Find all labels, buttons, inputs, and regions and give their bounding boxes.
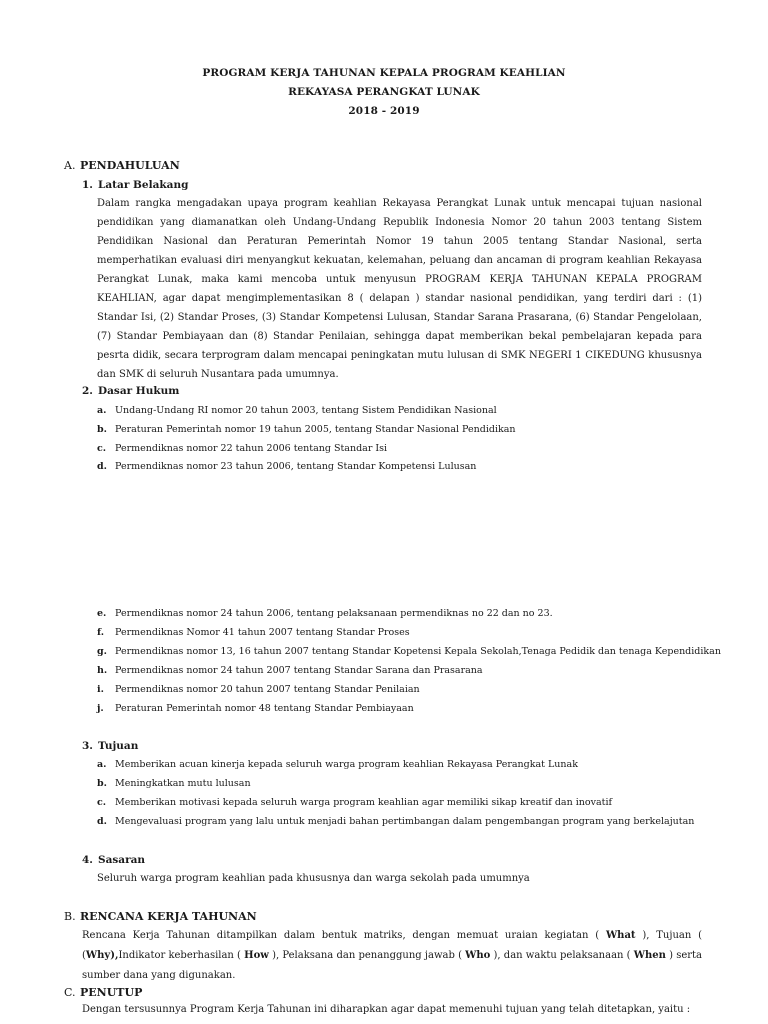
- subsection-latar-belakang-heading: [82, 179, 188, 191]
- item-text: Mengevaluasi program yang lalu untuk menjadi bahan pertimbangan dalam pengembangan program yang berkelajutan: [115, 816, 695, 827]
- list-item: [97, 405, 497, 416]
- penutup-text: Dengan tersusunnya Program Kerja Tahunan ini diharapkan agar dapat memenuhi tujuan yang telah ditetapkan, yaitu :: [82, 1004, 691, 1015]
- item-letter: c.: [97, 443, 107, 454]
- item-text: Permendiknas nomor 23 tahun 2006, tentang Standar Kompetensi Lulusan: [115, 461, 477, 472]
- title-line-2: REKAYASA PERANGKAT LUNAK: [288, 86, 480, 98]
- item-letter: c.: [97, 797, 107, 808]
- section-title: RENCANA KERJA TAHUNAN: [80, 910, 257, 923]
- keyword-how: How: [244, 950, 269, 961]
- list-item: [97, 424, 516, 435]
- list-item: [97, 684, 420, 695]
- item-text: Peraturan Pemerintah nomor 19 tahun 2005, tentang Standar Nasional Pendidikan: [115, 424, 516, 435]
- list-item: [97, 461, 476, 472]
- subsection-number: 2.: [82, 385, 93, 397]
- subsection-title: Latar Belakang: [98, 179, 189, 191]
- subsection-title: Tujuan: [98, 740, 139, 752]
- keyword-what: What: [605, 930, 636, 941]
- document-title: [0, 64, 768, 121]
- item-letter: a.: [97, 405, 107, 416]
- item-letter: j.: [97, 703, 104, 714]
- item-text: Permendiknas nomor 20 tahun 2007 tentang Standar Penilaian: [115, 684, 420, 695]
- subsection-dasar-hukum-heading: [82, 385, 179, 397]
- item-text: Permendiknas nomor 24 tahun 2006, tentang pelaksanaan permendiknas no 22 dan no 23.: [115, 608, 553, 619]
- list-item: [97, 665, 483, 676]
- list-item: [97, 816, 694, 827]
- subsection-number: 3.: [82, 740, 93, 752]
- section-letter: A.: [64, 159, 76, 172]
- section-b-heading: [64, 910, 257, 923]
- section-letter: B.: [64, 910, 76, 923]
- text-run: ) serta sumber dana yang digunakan.: [82, 950, 702, 981]
- item-letter: d.: [97, 816, 107, 827]
- item-letter: g.: [97, 646, 107, 657]
- item-letter: f.: [97, 627, 105, 638]
- item-text: Meningkatkan mutu lulusan: [115, 778, 251, 789]
- subsection-sasaran-heading: [82, 854, 145, 866]
- title-line-1: PROGRAM KERJA TAHUNAN KEPALA PROGRAM KEAHLIAN: [202, 67, 566, 79]
- list-item: [97, 703, 414, 714]
- keyword-when: When: [633, 950, 666, 961]
- item-letter: i.: [97, 684, 104, 695]
- item-letter: d.: [97, 461, 107, 472]
- item-text: Memberikan motivasi kepada seluruh warga program keahlian agar memiliki sikap kreatif dan inovatif: [115, 797, 612, 808]
- item-letter: b.: [97, 778, 107, 789]
- title-year: 2018 - 2019: [348, 105, 420, 117]
- keyword-who: Who: [465, 950, 491, 961]
- text-run: ), Tujuan ( (: [82, 930, 703, 961]
- subsection-number: 4.: [82, 854, 93, 866]
- section-a-heading: [64, 159, 180, 172]
- item-text: Memberikan acuan kinerja kepada seluruh warga program keahlian Rekayasa Perangkat Lunak: [115, 759, 578, 770]
- list-item: [97, 778, 251, 789]
- item-letter: h.: [97, 665, 108, 676]
- section-title: PENUTUP: [80, 986, 143, 999]
- list-item: [97, 608, 553, 619]
- subsection-title: Sasaran: [98, 854, 146, 866]
- latar-belakang-paragraph: Dalam rangka mengadakan upaya program keahlian Rekayasa Perangkat Lunak untuk mencapai tujuan nasional pendidikan yang diamanatkan oleh Undang-Undang Republik Indonesia Nomor 20 tahun 2003 tentang Sistem Pendidikan Nasional dan Peraturan Pemerintah Nomor 19 tahun 2005 tentang Standar Nasional, serta memperhatikan evaluasi diri menyangkut kekuatan, kelemahan, peluang dan ancaman di program keahlian Rekayasa Perangkat Lunak, maka kami mencoba untuk menyusun PROGRAM KERJA TAHUNAN KEPALA PROGRAM KEAHLIAN, agar dapat mengimplementasikan 8 ( delapan ) standar nasional pendidikan, yang terdiri dari : (1) Standar Isi, (2) Standar Proses, (3) Standar Kompetensi Lulusan, Standar Sarana Prasarana, (6) Standar Pengelolaan, (7) Standar Pembiayaan dan (8) Standar Penilaian, sehingga dapat memberikan bekal pembelajaran kepada para pesrta didik, secara terprogram dalam mencapai peningkatan mutu lulusan di SMK NEGERI 1 CIKEDUNG khususnya dan SMK di seluruh Nusantara pada umumnya.: [97, 198, 702, 380]
- section-letter: C.: [64, 986, 76, 999]
- list-item: [97, 646, 721, 657]
- item-text: Permendiknas nomor 13, 16 tahun 2007 tentang Standar Kopetensi Kepala Sekolah,Tenaga Pedidik dan tenaga Kependidikan: [115, 646, 721, 657]
- subsection-tujuan-heading: [82, 740, 138, 752]
- list-item: [97, 797, 612, 808]
- text-run: ), dan waktu pelaksanaan (: [490, 950, 634, 961]
- item-text: Permendiknas nomor 22 tahun 2006 tentang Standar Isi: [115, 443, 388, 454]
- rencana-kerja-paragraph: [82, 926, 702, 986]
- subsection-title: Dasar Hukum: [98, 385, 180, 397]
- list-item: [97, 627, 410, 638]
- text-run: Rencana Kerja Tahunan ditampilkan dalam bentuk matriks, dengan memuat uraian kegiatan (: [82, 930, 606, 941]
- item-text: Permendiknas nomor 24 tahun 2007 tentang Standar Sarana dan Prasarana: [115, 665, 483, 676]
- item-text: Permendiknas Nomor 41 tahun 2007 tentang Standar Proses: [115, 627, 410, 638]
- section-title: PENDAHULUAN: [80, 159, 180, 172]
- list-item: [97, 759, 578, 770]
- item-text: Peraturan Pemerintah nomor 48 tentang Standar Pembiayaan: [115, 703, 414, 714]
- sasaran-text: Seluruh warga program keahlian pada khususnya dan warga sekolah pada umumnya: [97, 873, 530, 884]
- text-run: ), Pelaksana dan penanggung jawab (: [268, 950, 466, 961]
- item-letter: b.: [97, 424, 107, 435]
- text-run: Indikator keberhasilan (: [118, 950, 245, 961]
- item-text: Undang-Undang RI nomor 20 tahun 2003, tentang Sistem Pendidikan Nasional: [115, 405, 497, 416]
- section-c-heading: [64, 986, 142, 999]
- keyword-why: Why),: [85, 950, 119, 961]
- item-letter: e.: [97, 608, 107, 619]
- item-letter: a.: [97, 759, 107, 770]
- subsection-number: 1.: [82, 179, 93, 191]
- list-item: [97, 443, 387, 454]
